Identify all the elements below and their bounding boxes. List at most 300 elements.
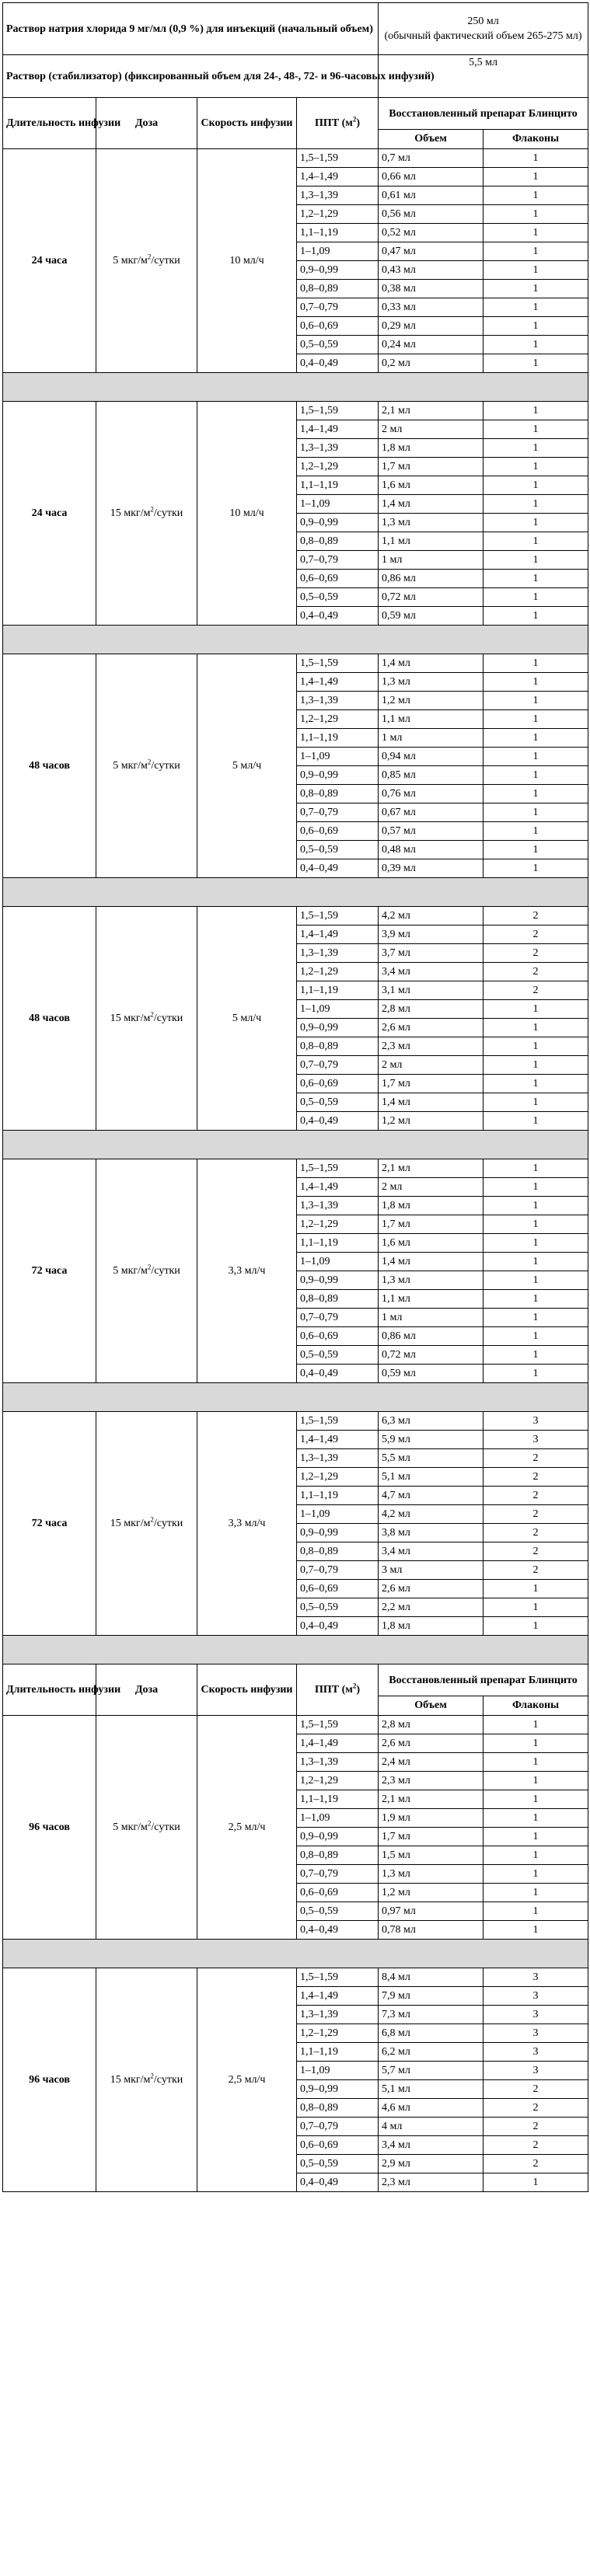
vials-cell: 1 bbox=[484, 1197, 588, 1215]
volume-cell: 1,7 мл bbox=[379, 1828, 484, 1846]
saline-value bbox=[379, 3, 588, 55]
volume-cell: 0,29 мл bbox=[379, 317, 484, 336]
volume-cell: 3,8 мл bbox=[379, 1524, 484, 1542]
vials-cell: 1 bbox=[484, 1365, 588, 1383]
bsa-cell: 0,7–0,79 bbox=[297, 1561, 379, 1580]
header-vials: Флаконы bbox=[484, 130, 588, 149]
volume-cell: 6,3 мл bbox=[379, 1412, 484, 1431]
vials-cell: 3 bbox=[484, 1412, 588, 1431]
vials-cell: 1 bbox=[484, 551, 588, 570]
stabilizer-row bbox=[3, 55, 588, 98]
separator-cell bbox=[3, 1940, 588, 1968]
table-row bbox=[3, 1159, 588, 1178]
vials-cell: 1 bbox=[484, 317, 588, 336]
bsa-cell: 0,8–0,89 bbox=[297, 1290, 379, 1309]
vials-cell: 1 bbox=[484, 1215, 588, 1234]
vials-cell: 1 bbox=[484, 2173, 588, 2192]
volume-cell: 1,7 мл bbox=[379, 1075, 484, 1093]
bsa-cell: 1,3–1,39 bbox=[297, 1753, 379, 1772]
header-volume: Объем bbox=[379, 1696, 484, 1716]
vials-cell: 2 bbox=[484, 981, 588, 1000]
bsa-cell: 1,5–1,59 bbox=[297, 149, 379, 168]
dose-cell bbox=[96, 907, 197, 1131]
volume-cell: 0,86 мл bbox=[379, 1327, 484, 1346]
vials-cell: 1 bbox=[484, 1056, 588, 1075]
header-volume: Объем bbox=[379, 130, 484, 149]
vials-cell: 1 bbox=[484, 458, 588, 476]
volume-cell: 4,6 мл bbox=[379, 2099, 484, 2118]
dose-sup: 2 bbox=[150, 1009, 154, 1018]
vials-cell: 3 bbox=[484, 2043, 588, 2062]
bsa-cell: 1,1–1,19 bbox=[297, 224, 379, 242]
volume-cell: 0,24 мл bbox=[379, 336, 484, 354]
volume-cell: 1,4 мл bbox=[379, 654, 484, 673]
saline-row bbox=[3, 3, 588, 55]
bsa-cell: 0,6–0,69 bbox=[297, 1075, 379, 1093]
volume-cell: 1,1 мл bbox=[379, 532, 484, 551]
volume-cell: 2,3 мл bbox=[379, 1772, 484, 1790]
bsa-cell: 1–1,09 bbox=[297, 242, 379, 261]
header-bsa-text: ППТ (м bbox=[315, 1683, 353, 1696]
bsa-cell: 0,7–0,79 bbox=[297, 1056, 379, 1075]
volume-cell: 2,3 мл bbox=[379, 2173, 484, 2192]
dose-text: 15 мкг/м bbox=[110, 1012, 151, 1024]
header-bsa-sup: 2 bbox=[352, 1681, 357, 1689]
bsa-cell: 1,4–1,49 bbox=[297, 925, 379, 944]
vials-cell: 1 bbox=[484, 261, 588, 280]
vials-cell: 1 bbox=[484, 532, 588, 551]
bsa-cell: 1,2–1,29 bbox=[297, 1772, 379, 1790]
bsa-cell: 0,5–0,59 bbox=[297, 1598, 379, 1617]
bsa-cell: 0,6–0,69 bbox=[297, 2136, 379, 2155]
separator-cell bbox=[3, 1636, 588, 1664]
volume-cell: 0,2 мл bbox=[379, 354, 484, 373]
column-header-row bbox=[3, 98, 588, 130]
vials-cell: 1 bbox=[484, 1327, 588, 1346]
header-bsa bbox=[297, 98, 379, 149]
bsa-cell: 0,8–0,89 bbox=[297, 1846, 379, 1865]
volume-cell: 1,4 мл bbox=[379, 1253, 484, 1271]
vials-cell: 1 bbox=[484, 1000, 588, 1019]
bsa-cell: 0,6–0,69 bbox=[297, 317, 379, 336]
vials-cell: 1 bbox=[484, 570, 588, 588]
vials-cell: 1 bbox=[484, 168, 588, 186]
volume-cell: 0,39 мл bbox=[379, 859, 484, 878]
vials-cell: 2 bbox=[484, 1561, 588, 1580]
bsa-cell: 0,5–0,59 bbox=[297, 841, 379, 859]
vials-cell: 1 bbox=[484, 1290, 588, 1309]
vials-cell: 1 bbox=[484, 1093, 588, 1112]
vials-cell: 2 bbox=[484, 1449, 588, 1468]
vials-cell: 3 bbox=[484, 1987, 588, 2006]
document-page bbox=[2, 2, 588, 2192]
volume-cell: 4 мл bbox=[379, 2118, 484, 2136]
dose-sup: 2 bbox=[147, 252, 152, 260]
volume-cell: 8,4 мл bbox=[379, 1968, 484, 1987]
volume-cell: 7,9 мл bbox=[379, 1987, 484, 2006]
vials-cell: 2 bbox=[484, 1505, 588, 1524]
volume-cell: 3,7 мл bbox=[379, 944, 484, 963]
bsa-cell: 0,4–0,49 bbox=[297, 2173, 379, 2192]
volume-cell: 3,4 мл bbox=[379, 1542, 484, 1561]
volume-cell: 5,9 мл bbox=[379, 1431, 484, 1449]
bsa-cell: 0,9–0,99 bbox=[297, 766, 379, 785]
bsa-cell: 0,6–0,69 bbox=[297, 1327, 379, 1346]
vials-cell: 1 bbox=[484, 1598, 588, 1617]
volume-cell: 0,86 мл bbox=[379, 570, 484, 588]
volume-cell: 5,7 мл bbox=[379, 2062, 484, 2080]
header-bsa-close: ) bbox=[356, 117, 360, 129]
header-duration: Длительность инфузии bbox=[3, 1664, 96, 1716]
vials-cell: 1 bbox=[484, 803, 588, 822]
bsa-cell: 1–1,09 bbox=[297, 495, 379, 514]
dose-text: 15 мкг/м bbox=[110, 2073, 151, 2086]
rate-cell: 5 мл/ч bbox=[197, 654, 297, 878]
bsa-cell: 0,6–0,69 bbox=[297, 1580, 379, 1598]
bsa-cell: 1,4–1,49 bbox=[297, 1431, 379, 1449]
volume-cell: 0,67 мл bbox=[379, 803, 484, 822]
vials-cell: 1 bbox=[484, 420, 588, 439]
duration-cell: 72 часа bbox=[3, 1159, 96, 1383]
volume-cell: 2,3 мл bbox=[379, 1037, 484, 1056]
bsa-cell: 0,9–0,99 bbox=[297, 1828, 379, 1846]
bsa-cell: 1,5–1,59 bbox=[297, 907, 379, 925]
bsa-cell: 1,5–1,59 bbox=[297, 1968, 379, 1987]
header-dose: Доза bbox=[96, 1664, 197, 1716]
bsa-cell: 0,5–0,59 bbox=[297, 1346, 379, 1365]
volume-cell: 4,2 мл bbox=[379, 1505, 484, 1524]
bsa-cell: 0,8–0,89 bbox=[297, 532, 379, 551]
vials-cell: 1 bbox=[484, 1753, 588, 1772]
vials-cell: 1 bbox=[484, 1075, 588, 1093]
volume-cell: 1 мл bbox=[379, 551, 484, 570]
volume-cell: 2,4 мл bbox=[379, 1753, 484, 1772]
volume-cell: 3,9 мл bbox=[379, 925, 484, 944]
volume-cell: 0,85 мл bbox=[379, 766, 484, 785]
vials-cell: 2 bbox=[484, 2136, 588, 2155]
rate-cell: 2,5 мл/ч bbox=[197, 1716, 297, 1940]
dose-sup: 2 bbox=[147, 757, 152, 765]
bsa-cell: 1,2–1,29 bbox=[297, 458, 379, 476]
header-reconstituted: Восстановленный препарат Блинцито bbox=[379, 98, 588, 130]
vials-cell: 1 bbox=[484, 1346, 588, 1365]
vials-cell: 1 bbox=[484, 766, 588, 785]
bsa-cell: 0,8–0,89 bbox=[297, 280, 379, 298]
dose-text: 5 мкг/м bbox=[113, 1821, 148, 1833]
volume-cell: 0,33 мл bbox=[379, 298, 484, 317]
volume-cell: 0,66 мл bbox=[379, 168, 484, 186]
dose-cell bbox=[96, 1968, 197, 2192]
bsa-cell: 0,5–0,59 bbox=[297, 588, 379, 607]
vials-cell: 1 bbox=[484, 354, 588, 373]
volume-cell: 2,1 мл bbox=[379, 402, 484, 420]
column-header-row bbox=[3, 1664, 588, 1696]
vials-cell: 1 bbox=[484, 1902, 588, 1921]
bsa-cell: 1,3–1,39 bbox=[297, 944, 379, 963]
saline-value-line1: 250 мл bbox=[467, 16, 499, 27]
volume-cell: 4,2 мл bbox=[379, 907, 484, 925]
volume-cell: 1 мл bbox=[379, 1309, 484, 1327]
vials-cell: 2 bbox=[484, 2118, 588, 2136]
dose-tail: /сутки bbox=[153, 507, 183, 519]
bsa-cell: 0,4–0,49 bbox=[297, 354, 379, 373]
duration-cell: 24 часа bbox=[3, 402, 96, 626]
bsa-cell: 0,8–0,89 bbox=[297, 2099, 379, 2118]
table-row bbox=[3, 1968, 588, 1987]
bsa-cell: 1,4–1,49 bbox=[297, 1178, 379, 1197]
bsa-cell: 0,7–0,79 bbox=[297, 298, 379, 317]
separator-row bbox=[3, 1383, 588, 1412]
volume-cell: 0,56 мл bbox=[379, 205, 484, 224]
vials-cell: 1 bbox=[484, 1159, 588, 1178]
bsa-cell: 1,4–1,49 bbox=[297, 1734, 379, 1753]
volume-cell: 3,4 мл bbox=[379, 2136, 484, 2155]
duration-cell: 48 часов bbox=[3, 654, 96, 878]
vials-cell: 1 bbox=[484, 336, 588, 354]
bsa-cell: 1,1–1,19 bbox=[297, 729, 379, 748]
volume-cell: 3,4 мл bbox=[379, 963, 484, 981]
vials-cell: 2 bbox=[484, 2155, 588, 2173]
bsa-cell: 1,4–1,49 bbox=[297, 673, 379, 692]
bsa-cell: 0,7–0,79 bbox=[297, 1865, 379, 1884]
bsa-cell: 0,6–0,69 bbox=[297, 822, 379, 841]
dose-cell bbox=[96, 1716, 197, 1940]
duration-cell: 96 часов bbox=[3, 1716, 96, 1940]
volume-cell: 1,5 мл bbox=[379, 1846, 484, 1865]
duration-cell: 96 часов bbox=[3, 1968, 96, 2192]
bsa-cell: 0,4–0,49 bbox=[297, 1921, 379, 1940]
vials-cell: 1 bbox=[484, 242, 588, 261]
rate-cell: 10 мл/ч bbox=[197, 149, 297, 373]
volume-cell: 0,97 мл bbox=[379, 1902, 484, 1921]
volume-cell: 1,3 мл bbox=[379, 1271, 484, 1290]
vials-cell: 1 bbox=[484, 1580, 588, 1598]
header-rate: Скорость инфузии bbox=[197, 98, 297, 149]
bsa-cell: 1,1–1,19 bbox=[297, 1487, 379, 1505]
vials-cell: 2 bbox=[484, 944, 588, 963]
bsa-cell: 1–1,09 bbox=[297, 1000, 379, 1019]
bsa-cell: 1,3–1,39 bbox=[297, 1197, 379, 1215]
vials-cell: 2 bbox=[484, 907, 588, 925]
volume-cell: 2,9 мл bbox=[379, 2155, 484, 2173]
volume-cell: 0,47 мл bbox=[379, 242, 484, 261]
vials-cell: 1 bbox=[484, 1253, 588, 1271]
dose-tail: /сутки bbox=[151, 254, 180, 267]
rate-cell: 2,5 мл/ч bbox=[197, 1968, 297, 2192]
volume-cell: 0,72 мл bbox=[379, 1346, 484, 1365]
vials-cell: 2 bbox=[484, 925, 588, 944]
vials-cell: 1 bbox=[484, 710, 588, 729]
vials-cell: 1 bbox=[484, 439, 588, 458]
bsa-cell: 1,4–1,49 bbox=[297, 420, 379, 439]
bsa-cell: 1,5–1,59 bbox=[297, 402, 379, 420]
dose-cell bbox=[96, 402, 197, 626]
bsa-cell: 1,3–1,39 bbox=[297, 1449, 379, 1468]
separator-row bbox=[3, 626, 588, 654]
volume-cell: 2,8 мл bbox=[379, 1716, 484, 1734]
vials-cell: 3 bbox=[484, 1431, 588, 1449]
bsa-cell: 0,9–0,99 bbox=[297, 1019, 379, 1037]
dose-text: 5 мкг/м bbox=[113, 759, 148, 772]
volume-cell: 1,2 мл bbox=[379, 1884, 484, 1902]
bsa-cell: 0,8–0,89 bbox=[297, 785, 379, 803]
volume-cell: 0,57 мл bbox=[379, 822, 484, 841]
bsa-cell: 0,5–0,59 bbox=[297, 1093, 379, 1112]
header-reconstituted: Восстановленный препарат Блинцито bbox=[379, 1664, 588, 1696]
vials-cell: 1 bbox=[484, 1178, 588, 1197]
vials-cell: 2 bbox=[484, 2099, 588, 2118]
table-row bbox=[3, 402, 588, 420]
dose-text: 5 мкг/м bbox=[113, 254, 148, 267]
volume-cell: 5,5 мл bbox=[379, 1449, 484, 1468]
bsa-cell: 1,1–1,19 bbox=[297, 1790, 379, 1809]
vials-cell: 1 bbox=[484, 1809, 588, 1828]
volume-cell: 5,1 мл bbox=[379, 2080, 484, 2099]
bsa-cell: 0,9–0,99 bbox=[297, 2080, 379, 2099]
table-row bbox=[3, 149, 588, 168]
bsa-cell: 0,6–0,69 bbox=[297, 1884, 379, 1902]
bsa-cell: 1–1,09 bbox=[297, 1809, 379, 1828]
separator-cell bbox=[3, 878, 588, 907]
vials-cell: 1 bbox=[484, 729, 588, 748]
bsa-cell: 1,1–1,19 bbox=[297, 2043, 379, 2062]
vials-cell: 1 bbox=[484, 298, 588, 317]
volume-cell: 2 мл bbox=[379, 420, 484, 439]
volume-cell: 0,59 мл bbox=[379, 1365, 484, 1383]
vials-cell: 2 bbox=[484, 1524, 588, 1542]
dose-text: 5 мкг/м bbox=[113, 1264, 148, 1277]
bsa-cell: 0,8–0,89 bbox=[297, 1542, 379, 1561]
dose-sup: 2 bbox=[147, 1818, 152, 1827]
vials-cell: 1 bbox=[484, 1234, 588, 1253]
volume-cell: 1,7 мл bbox=[379, 1215, 484, 1234]
bsa-cell: 1,4–1,49 bbox=[297, 168, 379, 186]
duration-cell: 72 часа bbox=[3, 1412, 96, 1636]
volume-cell: 2,6 мл bbox=[379, 1734, 484, 1753]
header-vials: Флаконы bbox=[484, 1696, 588, 1716]
volume-cell: 1,3 мл bbox=[379, 514, 484, 532]
stabilizer-value: 5,5 мл bbox=[379, 55, 588, 98]
bsa-cell: 1,4–1,49 bbox=[297, 1987, 379, 2006]
volume-cell: 7,3 мл bbox=[379, 2006, 484, 2024]
bsa-cell: 1–1,09 bbox=[297, 1253, 379, 1271]
table-row bbox=[3, 1716, 588, 1734]
separator-row bbox=[3, 1940, 588, 1968]
bsa-cell: 1,5–1,59 bbox=[297, 654, 379, 673]
volume-cell: 1,4 мл bbox=[379, 1093, 484, 1112]
volume-cell: 3 мл bbox=[379, 1561, 484, 1580]
volume-cell: 2,6 мл bbox=[379, 1019, 484, 1037]
bsa-cell: 0,9–0,99 bbox=[297, 1524, 379, 1542]
bsa-cell: 1,2–1,29 bbox=[297, 1468, 379, 1487]
vials-cell: 3 bbox=[484, 2006, 588, 2024]
dose-tail: /сутки bbox=[151, 1264, 180, 1277]
separator-cell bbox=[3, 373, 588, 402]
vials-cell: 1 bbox=[484, 149, 588, 168]
header-bsa-sup: 2 bbox=[352, 114, 357, 123]
bsa-cell: 1,1–1,19 bbox=[297, 1234, 379, 1253]
dose-cell bbox=[96, 1412, 197, 1636]
vials-cell: 1 bbox=[484, 748, 588, 766]
separator-row bbox=[3, 373, 588, 402]
vials-cell: 1 bbox=[484, 1828, 588, 1846]
duration-cell: 24 часа bbox=[3, 149, 96, 373]
table-row bbox=[3, 1412, 588, 1431]
volume-cell: 1,1 мл bbox=[379, 1290, 484, 1309]
dose-sup: 2 bbox=[150, 2071, 154, 2079]
header-bsa-text: ППТ (м bbox=[315, 117, 353, 129]
vials-cell: 1 bbox=[484, 495, 588, 514]
volume-cell: 1,7 мл bbox=[379, 458, 484, 476]
vials-cell: 1 bbox=[484, 1112, 588, 1131]
volume-cell: 0,7 мл bbox=[379, 149, 484, 168]
volume-cell: 1,6 мл bbox=[379, 476, 484, 495]
bsa-cell: 0,5–0,59 bbox=[297, 2155, 379, 2173]
volume-cell: 1,3 мл bbox=[379, 1865, 484, 1884]
dose-tail: /сутки bbox=[153, 1012, 183, 1024]
dose-tail: /сутки bbox=[151, 759, 180, 772]
volume-cell: 1,8 мл bbox=[379, 439, 484, 458]
bsa-cell: 1,3–1,39 bbox=[297, 186, 379, 205]
vials-cell: 1 bbox=[484, 607, 588, 626]
bsa-cell: 0,4–0,49 bbox=[297, 607, 379, 626]
volume-cell: 1,2 мл bbox=[379, 1112, 484, 1131]
separator-row bbox=[3, 878, 588, 907]
bsa-cell: 0,8–0,89 bbox=[297, 1037, 379, 1056]
vials-cell: 2 bbox=[484, 1468, 588, 1487]
bsa-cell: 1,2–1,29 bbox=[297, 205, 379, 224]
vials-cell: 2 bbox=[484, 1542, 588, 1561]
dose-sup: 2 bbox=[147, 1262, 152, 1271]
duration-cell: 48 часов bbox=[3, 907, 96, 1131]
vials-cell: 1 bbox=[484, 692, 588, 710]
volume-cell: 2,1 мл bbox=[379, 1790, 484, 1809]
bsa-cell: 1–1,09 bbox=[297, 2062, 379, 2080]
vials-cell: 1 bbox=[484, 205, 588, 224]
vials-cell: 1 bbox=[484, 1846, 588, 1865]
vials-cell: 1 bbox=[484, 1865, 588, 1884]
separator-cell bbox=[3, 626, 588, 654]
volume-cell: 1,8 мл bbox=[379, 1197, 484, 1215]
vials-cell: 1 bbox=[484, 654, 588, 673]
bsa-cell: 1,1–1,19 bbox=[297, 981, 379, 1000]
separator-cell bbox=[3, 1383, 588, 1412]
separator-cell bbox=[3, 1131, 588, 1159]
bsa-cell: 1,3–1,39 bbox=[297, 2006, 379, 2024]
volume-cell: 2,1 мл bbox=[379, 1159, 484, 1178]
vials-cell: 1 bbox=[484, 224, 588, 242]
bsa-cell: 0,4–0,49 bbox=[297, 1112, 379, 1131]
dose-sup: 2 bbox=[150, 1515, 154, 1523]
vials-cell: 3 bbox=[484, 2024, 588, 2043]
vials-cell: 2 bbox=[484, 2080, 588, 2099]
vials-cell: 1 bbox=[484, 1271, 588, 1290]
header-duration: Длительность инфузии bbox=[3, 98, 96, 149]
vials-cell: 3 bbox=[484, 1968, 588, 1987]
vials-cell: 1 bbox=[484, 785, 588, 803]
volume-cell: 0,52 мл bbox=[379, 224, 484, 242]
rate-cell: 5 мл/ч bbox=[197, 907, 297, 1131]
bsa-cell: 1–1,09 bbox=[297, 748, 379, 766]
vials-cell: 1 bbox=[484, 1884, 588, 1902]
dose-sup: 2 bbox=[150, 504, 154, 513]
bsa-cell: 1,2–1,29 bbox=[297, 1215, 379, 1234]
dose-text: 15 мкг/м bbox=[110, 1517, 151, 1529]
volume-cell: 2,2 мл bbox=[379, 1598, 484, 1617]
rate-cell: 3,3 мл/ч bbox=[197, 1412, 297, 1636]
volume-cell: 0,94 мл bbox=[379, 748, 484, 766]
vials-cell: 1 bbox=[484, 673, 588, 692]
